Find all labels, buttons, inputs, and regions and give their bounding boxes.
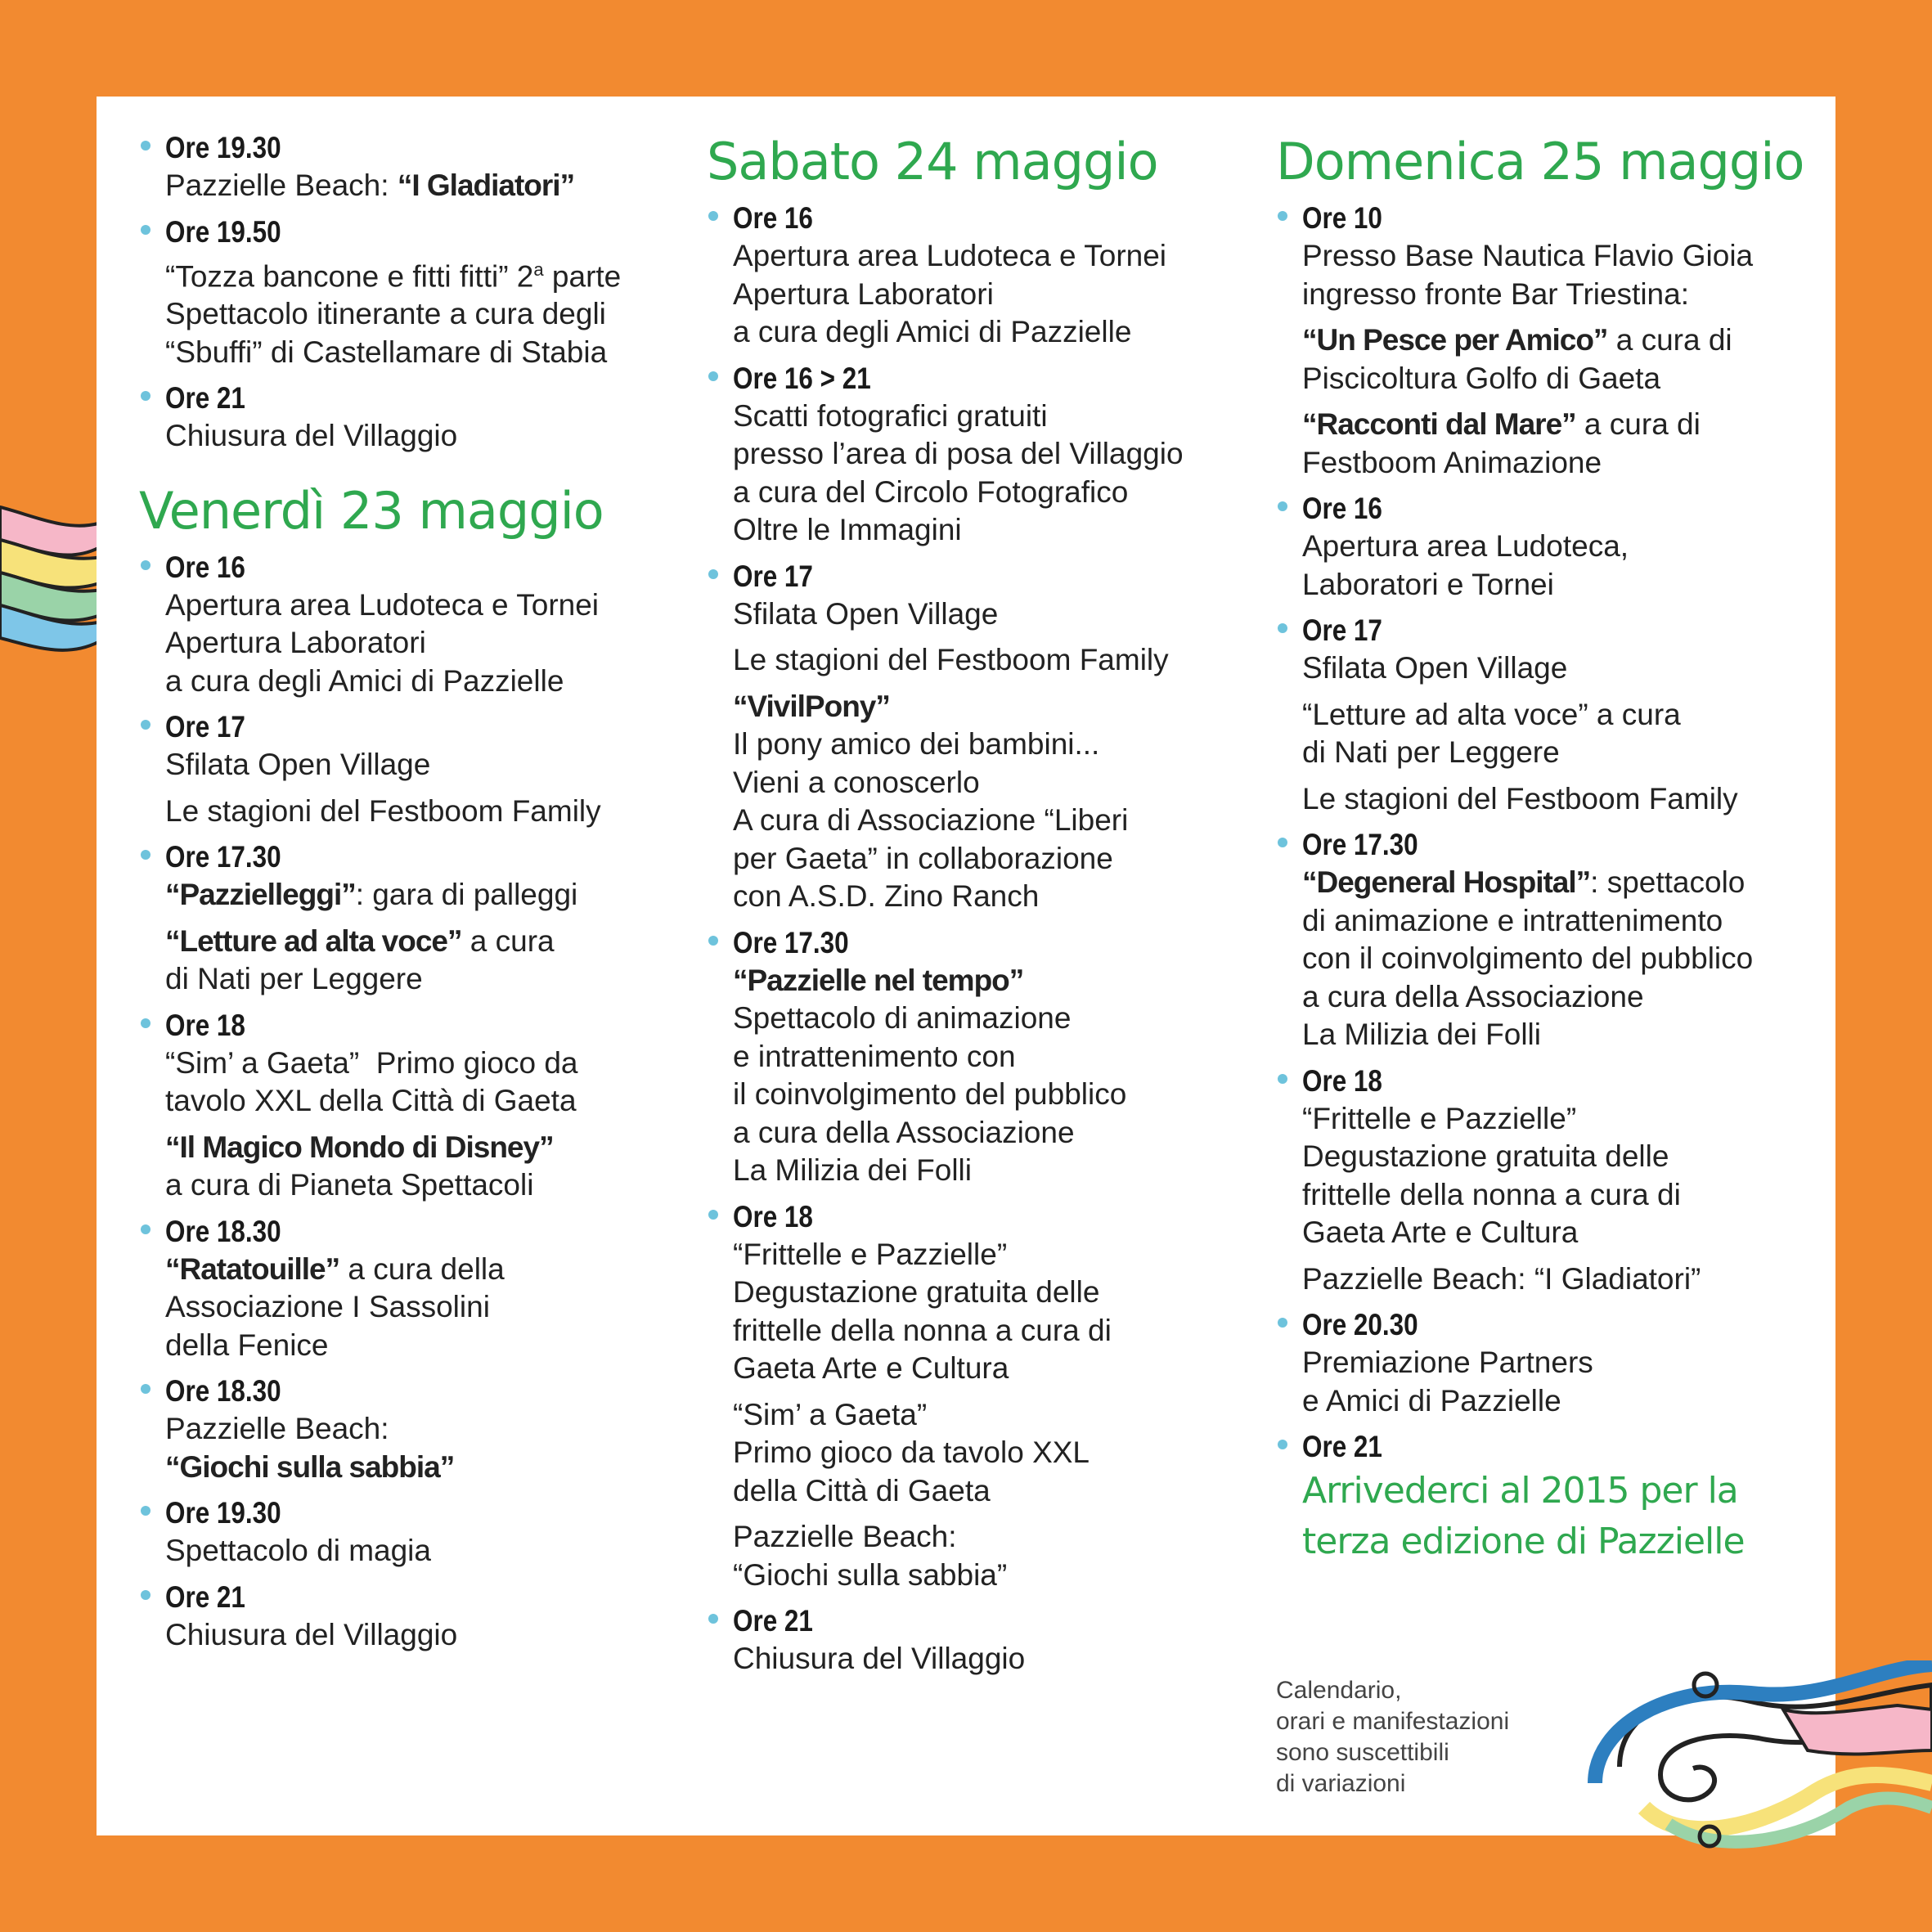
event-time: Ore 17 — [1302, 613, 1382, 647]
event-item — [1276, 826, 1819, 1054]
event-time: Ore 20.30 — [1302, 1308, 1418, 1341]
event-line: Apertura Laboratori — [165, 626, 426, 660]
event-time: Ore 19.30 — [165, 131, 281, 164]
event-item — [707, 1602, 1247, 1678]
event-highlight: “Letture ad alta voce” — [165, 923, 462, 958]
event-line: con A.S.D. Zino Ranch — [733, 879, 1040, 913]
event-line: “Frittelle e Pazzielle” — [1302, 1101, 1577, 1135]
day-heading: Venerdì 23 maggio — [139, 480, 604, 541]
event-time: Ore 18 — [165, 1008, 245, 1042]
event-text — [1302, 406, 1819, 482]
event-text — [1302, 864, 1819, 1054]
event-highlight: “I Gladiatori” — [397, 168, 575, 202]
day-heading: Domenica 25 maggio — [1276, 132, 1804, 191]
superscript: a — [533, 258, 544, 280]
event-line: a cura di Pianeta Spettacoli — [165, 1168, 534, 1202]
event-line: “Sim’ a Gaeta” — [733, 1397, 928, 1431]
farewell-line: Arrivederci al 2015 per la — [1302, 1470, 1738, 1512]
event-line: “Frittelle e Pazzielle” — [733, 1237, 1008, 1271]
event-line: e Amici di Pazzielle — [1302, 1383, 1561, 1418]
event-line: : gara di palleggi — [355, 878, 578, 912]
event-line — [165, 1251, 646, 1289]
event-line: La Milizia dei Folli — [1302, 1018, 1541, 1051]
event-line: di Nati per Leggere — [165, 962, 423, 996]
event-line: “Letture ad alta voce” a cura — [1302, 697, 1681, 731]
event-line: Gaeta Arte e Cultura — [1302, 1215, 1579, 1249]
bullet-icon — [141, 560, 151, 570]
event-line: frittelle della nonna a cura di — [733, 1313, 1112, 1347]
event-line: Pazzielle Beach: “I Gladiatori” — [1302, 1261, 1701, 1296]
event-text — [733, 1236, 1247, 1388]
event-line: Spettacolo itinerante a cura degli — [165, 297, 606, 331]
event-line: tavolo XXL della Città di Gaeta — [165, 1084, 577, 1118]
event-line-part: a cura — [461, 923, 555, 958]
event-line — [165, 923, 646, 961]
event-line: Scatti fotografici gratuiti — [733, 398, 1048, 433]
event-line: Apertura area Ludoteca e Tornei — [165, 587, 600, 622]
event-highlight: “Degeneral Hospital” — [1302, 865, 1591, 899]
event-text — [165, 1045, 646, 1121]
event-item — [1276, 1428, 1819, 1567]
event-item — [139, 708, 646, 830]
event-line — [1302, 321, 1819, 360]
event-line: Primo gioco da tavolo XXL — [733, 1436, 1090, 1469]
event-line: Spettacolo di animazione — [733, 1001, 1072, 1035]
event-time: Ore 19.50 — [165, 214, 281, 249]
bullet-icon — [1278, 1318, 1287, 1328]
event-item — [139, 838, 646, 999]
event-text — [165, 1129, 646, 1205]
event-text — [1302, 321, 1819, 398]
event-item — [139, 1494, 646, 1570]
event-item — [707, 558, 1247, 916]
note-line: sono suscettibili — [1276, 1739, 1449, 1766]
event-text — [733, 688, 1247, 916]
event-text — [165, 1532, 646, 1570]
bullet-icon — [141, 850, 151, 860]
bullet-icon — [141, 1018, 151, 1028]
event-time: Ore 17.30 — [1302, 828, 1418, 861]
bullet-icon — [708, 1210, 718, 1220]
bullet-icon — [141, 225, 151, 235]
event-line: Le stagioni del Festboom Family — [733, 643, 1169, 676]
event-text — [733, 1518, 1247, 1594]
event-line — [1302, 406, 1819, 444]
bullet-icon — [1278, 211, 1287, 221]
event-item — [707, 924, 1247, 1190]
bullet-icon — [1278, 623, 1287, 633]
event-highlight: “Racconti dal Mare” — [1302, 407, 1576, 441]
event-time: Ore 16 — [165, 550, 245, 584]
event-line — [1302, 864, 1819, 902]
event-text — [165, 251, 646, 372]
event-time: Ore 21 — [165, 1579, 245, 1614]
event-line-part: parte — [543, 258, 622, 293]
event-line: a cura della Associazione — [733, 1115, 1075, 1149]
column-3 — [1276, 129, 1819, 1575]
event-line: “Sbuffi” di Castellamare di Stabia — [165, 335, 608, 369]
column-2 — [707, 129, 1247, 1687]
event-item — [139, 213, 646, 372]
event-line: Associazione I Sassolini — [165, 1290, 490, 1324]
event-highlight: “Pazzielle nel tempo” — [733, 963, 1024, 997]
event-text — [165, 586, 646, 701]
event-item — [1276, 1306, 1819, 1420]
farewell-line: terza edizione di Pazzielle — [1302, 1521, 1745, 1562]
event-item — [1276, 612, 1819, 818]
event-item — [139, 1213, 646, 1365]
event-line — [165, 1449, 646, 1487]
event-line: Chiusura del Villaggio — [733, 1642, 1026, 1675]
bullet-icon — [708, 569, 718, 579]
bullet-icon — [1278, 1440, 1287, 1449]
event-line: Degustazione gratuita delle — [733, 1275, 1100, 1309]
event-text — [1302, 649, 1819, 688]
event-line: La Milizia dei Folli — [733, 1153, 972, 1187]
event-highlight: “Il Magico Mondo di Disney” — [165, 1130, 554, 1164]
bullet-icon — [708, 211, 718, 221]
event-line: Pazzielle Beach: — [165, 168, 398, 202]
event-line: Apertura area Ludoteca, — [1302, 529, 1629, 563]
event-line: Premiazione Partners — [1302, 1346, 1593, 1379]
event-item — [139, 549, 646, 701]
event-item — [139, 129, 646, 205]
event-line-part: a cura della — [339, 1251, 505, 1286]
event-item — [139, 1373, 646, 1486]
event-line: per Gaeta” in collaborazione — [733, 841, 1113, 875]
event-line: Vieni a conoscerlo — [733, 765, 980, 799]
event-line: Gaeta Arte e Cultura — [733, 1351, 1009, 1385]
event-time: Ore 16 > 21 — [733, 361, 871, 395]
event-line: con il coinvolgimento del pubblico — [1302, 941, 1754, 975]
event-item — [139, 380, 646, 456]
event-text — [165, 1616, 646, 1655]
event-line: Degustazione gratuita delle — [1302, 1139, 1669, 1173]
event-text — [1302, 780, 1819, 819]
event-line: e intrattenimento con — [733, 1039, 1016, 1073]
event-line: Oltre le Immagini — [733, 513, 962, 546]
bullet-icon — [141, 1224, 151, 1234]
event-text — [165, 923, 646, 999]
event-time: Ore 17.30 — [733, 925, 849, 959]
event-line: “Giochi sulla sabbia” — [733, 1557, 1008, 1592]
event-text — [733, 1396, 1247, 1511]
event-line: Sfilata Open Village — [1302, 651, 1568, 685]
event-highlight: “Un Pesce per Amico” — [1302, 323, 1608, 357]
note-line: Calendario, — [1276, 1677, 1402, 1704]
bullet-icon — [1278, 838, 1287, 847]
event-line: a cura del Circolo Fotografico — [733, 474, 1129, 509]
disclaimer-note — [1276, 1675, 1570, 1799]
event-line: Pazzielle Beach: — [165, 1412, 389, 1446]
event-line: della Città di Gaeta — [733, 1473, 991, 1507]
event-line: Apertura Laboratori — [733, 276, 994, 311]
event-text — [733, 398, 1247, 550]
event-item — [1276, 200, 1819, 482]
event-highlight: “Ratatouille” — [165, 1251, 340, 1286]
event-line: Sfilata Open Village — [165, 748, 431, 782]
event-line — [733, 688, 1247, 726]
event-line — [733, 962, 1247, 1000]
event-item — [139, 1579, 646, 1655]
event-line: di animazione e intrattenimento — [1302, 903, 1723, 937]
event-line — [165, 251, 646, 296]
event-line-part: “Tozza bancone e fitti fitti” 2 — [165, 258, 534, 293]
event-line: Pazzielle Beach: — [733, 1520, 957, 1553]
event-item — [1276, 1063, 1819, 1299]
event-line: il coinvolgimento del pubblico — [733, 1077, 1127, 1111]
bullet-icon — [1278, 501, 1287, 511]
event-item — [1276, 490, 1819, 604]
program-panel — [97, 97, 1835, 1835]
bullet-icon — [141, 141, 151, 151]
event-time: Ore 17 — [165, 710, 245, 744]
event-text — [165, 417, 646, 456]
note-line: orari e manifestazioni — [1276, 1708, 1510, 1735]
event-line: a cura degli Amici di Pazzielle — [733, 315, 1132, 348]
event-text — [165, 876, 646, 914]
day-heading: Sabato 24 maggio — [707, 132, 1158, 191]
event-line: Le stagioni del Festboom Family — [1302, 781, 1738, 815]
bullet-icon — [708, 1614, 718, 1624]
event-item — [707, 360, 1247, 550]
event-line: a cura della Associazione — [1302, 979, 1644, 1013]
event-text — [1302, 528, 1819, 604]
bullet-icon — [141, 1384, 151, 1394]
column-1 — [139, 129, 646, 1662]
event-text — [165, 1410, 646, 1486]
bullet-icon — [1278, 1074, 1287, 1084]
event-time: Ore 21 — [165, 381, 245, 416]
event-text — [733, 962, 1247, 1190]
event-line — [165, 1129, 646, 1167]
bullet-icon — [708, 371, 718, 381]
event-text — [733, 641, 1247, 680]
event-line: Presso Base Nautica Flavio Gioia — [1302, 239, 1754, 272]
event-line: Chiusura del Villaggio — [165, 1617, 458, 1651]
note-line: di variazioni — [1276, 1770, 1406, 1797]
event-line: Spettacolo di magia — [165, 1534, 431, 1568]
event-time: Ore 21 — [733, 1604, 813, 1638]
event-item — [707, 200, 1247, 352]
event-text — [733, 1640, 1247, 1678]
event-text — [1302, 1344, 1819, 1420]
event-line: A cura di Associazione “Liberi — [733, 803, 1129, 837]
event-line: di Nati per Leggere — [1302, 735, 1560, 769]
event-item — [707, 1198, 1247, 1595]
event-line-part: : spettacolo — [1590, 865, 1746, 899]
event-text — [1302, 696, 1819, 772]
event-line: “Sim’ a Gaeta” Primo gioco da — [165, 1045, 578, 1080]
event-time: Ore 16 — [733, 201, 813, 235]
event-time: Ore 16 — [1302, 492, 1382, 525]
swirl-decoration-right — [1570, 1660, 1932, 1857]
event-text — [165, 793, 646, 831]
event-line: Apertura area Ludoteca e Tornei — [733, 239, 1167, 272]
event-text — [733, 237, 1247, 352]
event-text — [733, 595, 1247, 634]
event-line: Sfilata Open Village — [733, 596, 999, 631]
bullet-icon — [141, 1506, 151, 1516]
event-highlight: “Giochi sulla sabbia” — [165, 1449, 455, 1484]
event-line: a cura degli Amici di Pazzielle — [165, 663, 564, 698]
event-text — [1302, 237, 1819, 313]
event-text — [165, 1251, 646, 1365]
event-text — [165, 746, 646, 784]
event-highlight: “VivilPony” — [733, 689, 890, 723]
event-line-part: a cura di — [1575, 407, 1701, 441]
event-time: Ore 10 — [1302, 201, 1382, 235]
event-line: Le stagioni del Festboom Family — [165, 793, 601, 828]
bullet-icon — [141, 1590, 151, 1600]
farewell-message — [1302, 1466, 1819, 1567]
event-line-part: a cura di — [1607, 323, 1732, 357]
event-line: Chiusura del Villaggio — [165, 419, 458, 453]
event-item — [139, 1007, 646, 1205]
event-text — [1302, 1100, 1819, 1252]
event-time: Ore 18 — [733, 1199, 813, 1233]
event-line: presso l’area di posa del Villaggio — [733, 437, 1184, 470]
bullet-icon — [141, 391, 151, 401]
event-line: Il pony amico dei bambini... — [733, 727, 1100, 761]
event-time: Ore 18.30 — [165, 1214, 281, 1248]
event-time: Ore 19.30 — [165, 1496, 281, 1530]
event-line: frittelle della nonna a cura di — [1302, 1177, 1681, 1211]
event-line: della Fenice — [165, 1328, 329, 1362]
event-text — [1302, 1260, 1819, 1299]
event-time: Ore 17 — [733, 559, 813, 593]
event-highlight: “Pazzielleggi” — [165, 878, 356, 912]
event-line: ingresso fronte Bar Triestina: — [1302, 276, 1689, 311]
event-time: Ore 18.30 — [165, 1374, 281, 1409]
event-time: Ore 18 — [1302, 1063, 1382, 1098]
event-line: Festboom Animazione — [1302, 445, 1602, 479]
event-time: Ore 17.30 — [165, 840, 281, 874]
event-text — [165, 167, 646, 205]
event-time: Ore 21 — [1302, 1430, 1382, 1463]
bullet-icon — [708, 936, 718, 946]
bullet-icon — [141, 720, 151, 730]
event-line: Piscicoltura Golfo di Gaeta — [1302, 361, 1661, 395]
event-line: Laboratori e Tornei — [1302, 567, 1554, 601]
